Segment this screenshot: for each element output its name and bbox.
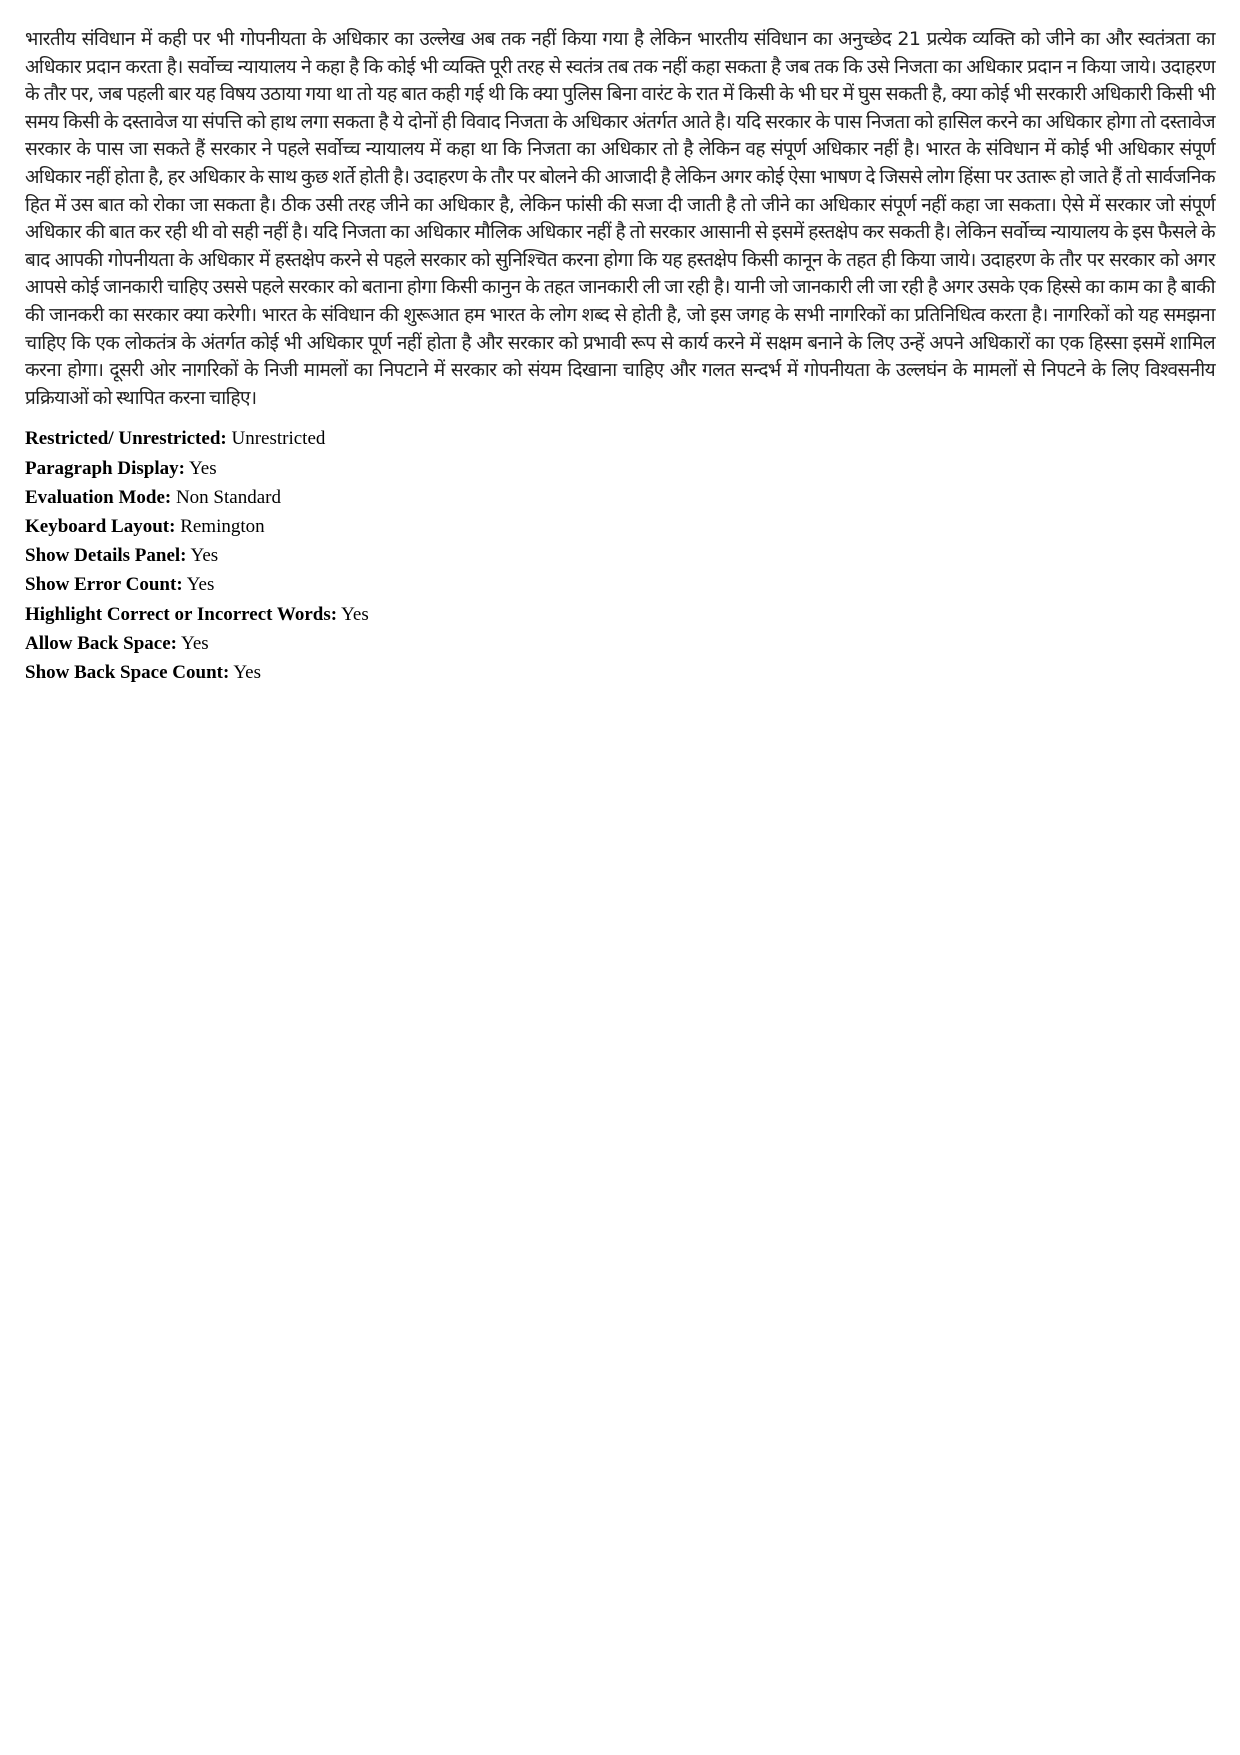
setting-label: Restricted/ Unrestricted: [25,428,227,450]
setting-keyboard-layout [25,512,1215,541]
setting-value: Yes [190,545,219,567]
setting-label: Keyboard Layout: [25,515,176,537]
setting-label: Show Details Panel: [25,545,187,567]
setting-paragraph-display [25,454,1215,483]
setting-label: Show Error Count: [25,574,183,596]
setting-show-error-count [25,570,1215,599]
hindi-passage: भारतीय संविधान में कही पर भी गोपनीयता के अधिकार का उल्लेख अब तक नहीं किया गया है लेकिन भारतीय संविधान का अनुच्छेद 21 प्रत्येक व्यक्ति को जीने का और स्वतंत्रता का अधिकार प्रदान करता है। सर्वोच्च न्यायालय ने कहा है कि कोई भी व्यक्ति पूरी तरह से स्वतंत्र तब तक नहीं कहा सकता है जब तक कि उसे निजता का अधिकार प्रदान न किया जाये। उदाहरण के तौर पर, जब पहली बार यह विषय उठाया गया था तो यह बात कही गई थी कि क्या पुलिस बिना वारंट के रात में किसी के भी घर में घुस सकती है, क्या कोई भी सरकारी अधिकारी किसी भी समय किसी के दस्तावेज या संपत्ति को हाथ लगा सकता है ये दोनों ही विवाद निजता के अधिकार अंतर्गत आते है। यदि सरकार के पास निजता को हासिल करने का अधिकार होगा तो दस्तावेज सरकार के पास जा सकते हैं सरकार ने पहले सर्वोच्च न्यायालय में कहा था कि निजता का अधिकार तो है लेकिन वह संपूर्ण अधिकार नहीं है। भारत के संविधान में कोई भी अधिकार संपूर्ण अधिकार नहीं होता है, हर अधिकार के साथ कुछ शर्ते होती है। उदाहरण के तौर पर बोलने की आजादी है लेकिन अगर कोई ऐसा भाषण दे जिससे लोग हिंसा पर उतारू हो जाते हैं तो सार्वजनिक हित में उस बात को रोका जा सकता है। ठीक उसी तरह जीने का अधिकार है, लेकिन फांसी की सजा दी जाती है तो जीने का अधिकार संपूर्ण नहीं कहा जा सकता। ऐसे में सरकार जो संपूर्ण अधिकार की बात कर रही थी वो सही नहीं है। यदि निजता का अधिकार मौलिक अधिकार नहीं है तो सरकार आसानी से इसमें हस्तक्षेप कर सकती है। लेकिन सर्वोच्च न्यायालय के इस फैसले के बाद आपकी गोपनीयता के अधिकार में हस्तक्षेप करने से पहले सरकार को सुनिश्चित करना होगा कि यह हस्तक्षेप किसी कानून के तहत ही किया जाये। उदाहरण के तौर पर सरकार को अगर आपसे कोई जानकारी चाहिए उससे पहले सरकार को बताना होगा किसी कानुन के तहत जानकारी ली जा रही है। यानी जो जानकारी ली जा रही है अगर उसके एक हिस्से का काम का है बाकी की जानकरी का सरकार क्या करेगी। भारत के संविधान की शुरूआत हम भारत के लोग शब्द से होती है, जो इस जगह के सभी नागरिकों का प्रतिनिधित्व करता है। नागरिकों को यह समझना चाहिए कि एक लोकतंत्र के अंतर्गत कोई भी अधिकार पूर्ण नहीं होता है और सरकार को प्रभावी रूप से कार्य करने में सक्षम बनाने के लिए उन्हें अपने अधिकारों का एक हिस्सा इसमें शामिल करना होगा। दूसरी ओर नागरिकों के निजी मामलों का निपटाने में सरकार को संयम दिखाना चाहिए और गलत सन्दर्भ में गोपनीयता के उल्लघंन के मामलों से निपटने के लिए विश्वसनीय प्रक्रियाओं को स्थापित करना चाहिए। [25,28,1215,409]
setting-value: Yes [186,574,215,596]
document-page [25,26,1215,687]
setting-value: Yes [233,661,261,683]
setting-restricted [25,424,1215,453]
setting-show-back-space-count [25,658,1215,687]
settings-list [25,424,1215,687]
setting-show-details-panel [25,541,1215,570]
setting-label: Allow Back Space: [25,632,177,654]
setting-value: Remington [180,515,265,537]
setting-label: Evaluation Mode: [25,486,172,508]
setting-value: Non Standard [175,486,281,508]
setting-label: Paragraph Display: [25,457,185,479]
setting-highlight-words [25,600,1215,629]
setting-value: Yes [188,457,217,479]
setting-evaluation-mode [25,483,1215,512]
setting-value: Yes [341,603,369,625]
setting-value: Unrestricted [231,428,326,450]
setting-label: Highlight Correct or Incorrect Words: [25,603,338,625]
setting-allow-back-space [25,629,1215,658]
setting-value: Yes [181,632,209,654]
setting-label: Show Back Space Count: [25,661,230,683]
